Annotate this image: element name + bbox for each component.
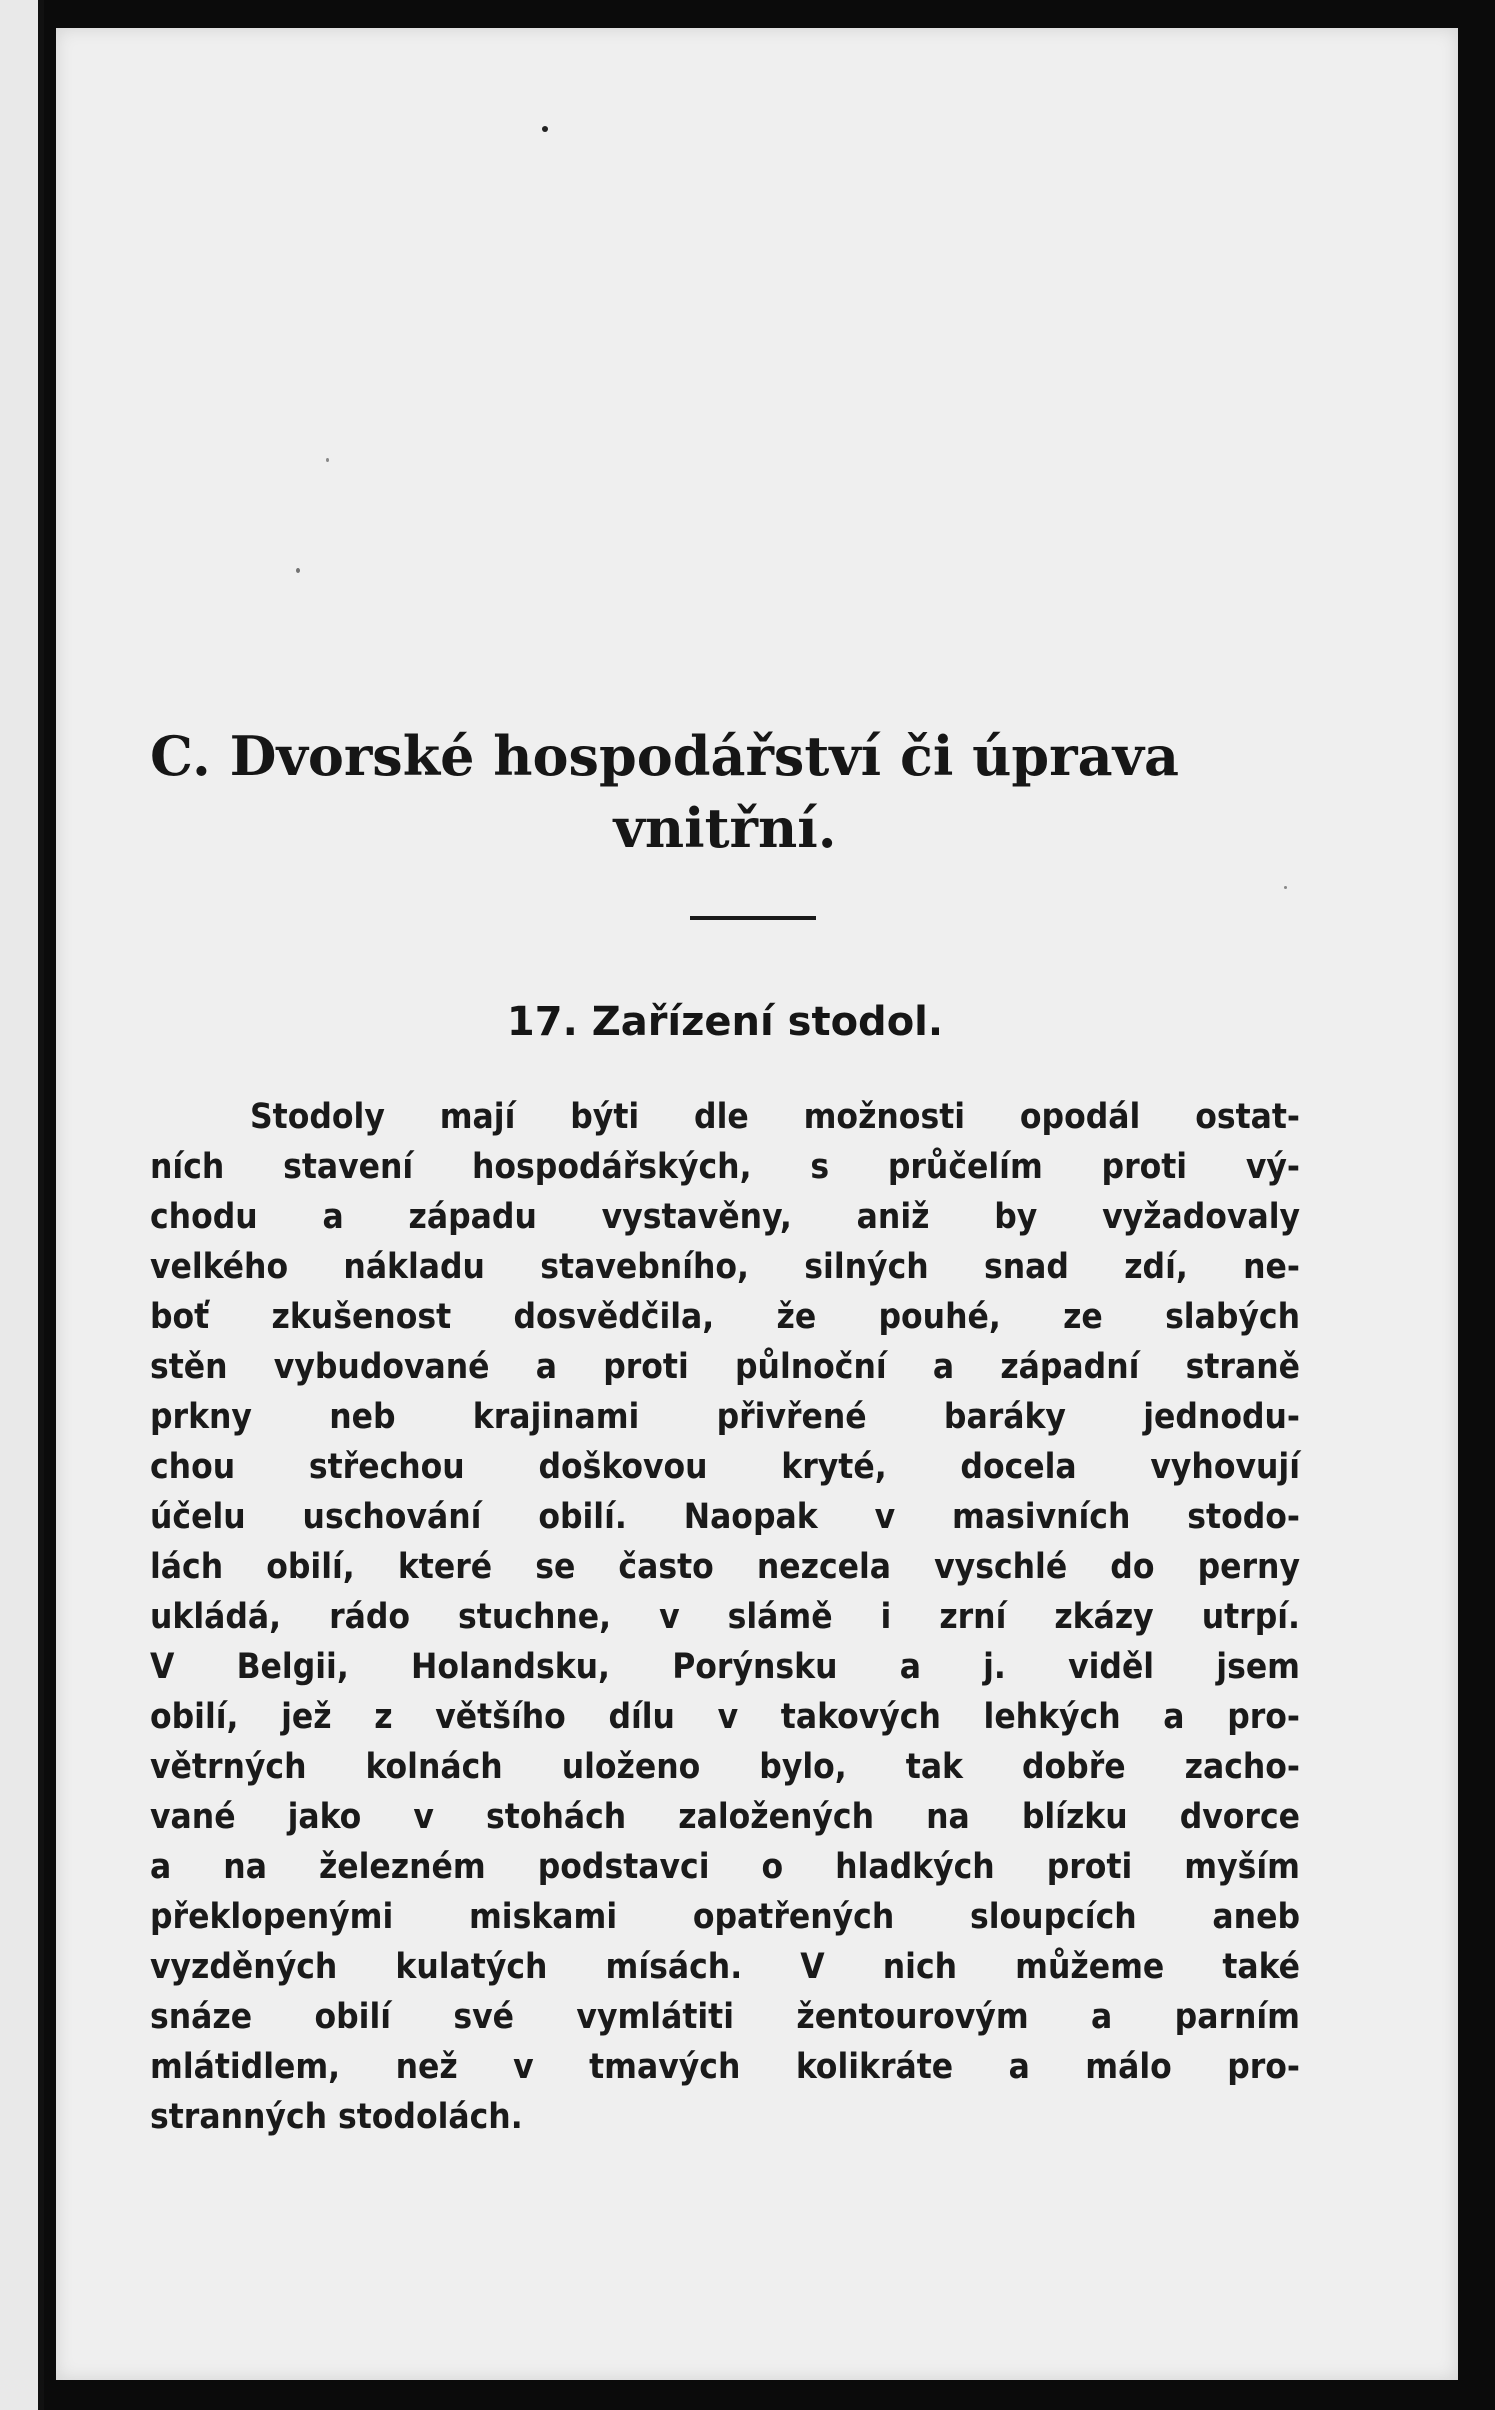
- chapter-heading: [150, 720, 1300, 864]
- body-line: překlopenými miskami opatřených sloupcích aneb: [150, 1897, 1300, 1937]
- adjacent-page-edge: [0, 0, 44, 2410]
- body-line: stěn vybudované a proti půlnoční a západní straně: [150, 1347, 1300, 1387]
- body-line: vané jako v stohách založených na blízku dvorce: [150, 1797, 1300, 1837]
- body-line: ních stavení hospodářských, s průčelím proti vý-: [150, 1147, 1300, 1187]
- body-line: stranných stodolách.: [150, 2097, 523, 2137]
- body-line: a na železném podstavci o hladkých proti myším: [150, 1847, 1300, 1887]
- body-line: prkny neb krajinami přivřené baráky jednodu-: [150, 1397, 1300, 1437]
- body-line: snáze obilí své vymlátiti žentourovým a parním: [150, 1997, 1300, 2037]
- body-line: velkého nákladu stavebního, silných snad zdí, ne-: [150, 1247, 1300, 1287]
- body-line: V Belgii, Holandsku, Porýnsku a j. viděl jsem: [150, 1647, 1300, 1687]
- body-paragraph: [150, 1092, 1300, 2142]
- heading-divider: [690, 916, 816, 920]
- body-line: účelu uschování obilí. Naopak v masivních stodo-: [150, 1497, 1300, 1537]
- body-line: lách obilí, které se často nezcela vyschlé do perny: [150, 1547, 1300, 1587]
- ink-speck: [542, 126, 548, 132]
- body-line: vyzděných kulatých mísách. V nich můžeme také: [150, 1947, 1300, 1987]
- ink-speck: [1284, 886, 1287, 889]
- ink-speck: [326, 458, 329, 462]
- body-line: chodu a západu vystavěny, aniž by vyžadovaly: [150, 1197, 1300, 1237]
- body-line: ukládá, rádo stuchne, v slámě i zrní zkázy utrpí.: [150, 1597, 1300, 1637]
- body-line: chou střechou doškovou kryté, docela vyhovují: [150, 1447, 1300, 1487]
- ink-speck: [296, 568, 300, 573]
- body-line: obilí, jež z většího dílu v takových lehkých a pro-: [150, 1697, 1300, 1737]
- section-title: 17. Zařízení stodol.: [506, 999, 944, 1045]
- body-line: mlátidlem, než v tmavých kolikráte a málo pro-: [150, 2047, 1300, 2087]
- chapter-heading-line-2: vnitřní.: [613, 796, 837, 860]
- body-line: Stodoly mají býti dle možnosti opodál ostat-: [250, 1097, 1300, 1137]
- body-line: větrných kolnách uloženo bylo, tak dobře zacho-: [150, 1747, 1300, 1787]
- body-line: boť zkušenost dosvědčila, že pouhé, ze slabých: [150, 1297, 1300, 1337]
- chapter-heading-line-1: C. Dvorské hospodářství či úprava: [150, 724, 1179, 788]
